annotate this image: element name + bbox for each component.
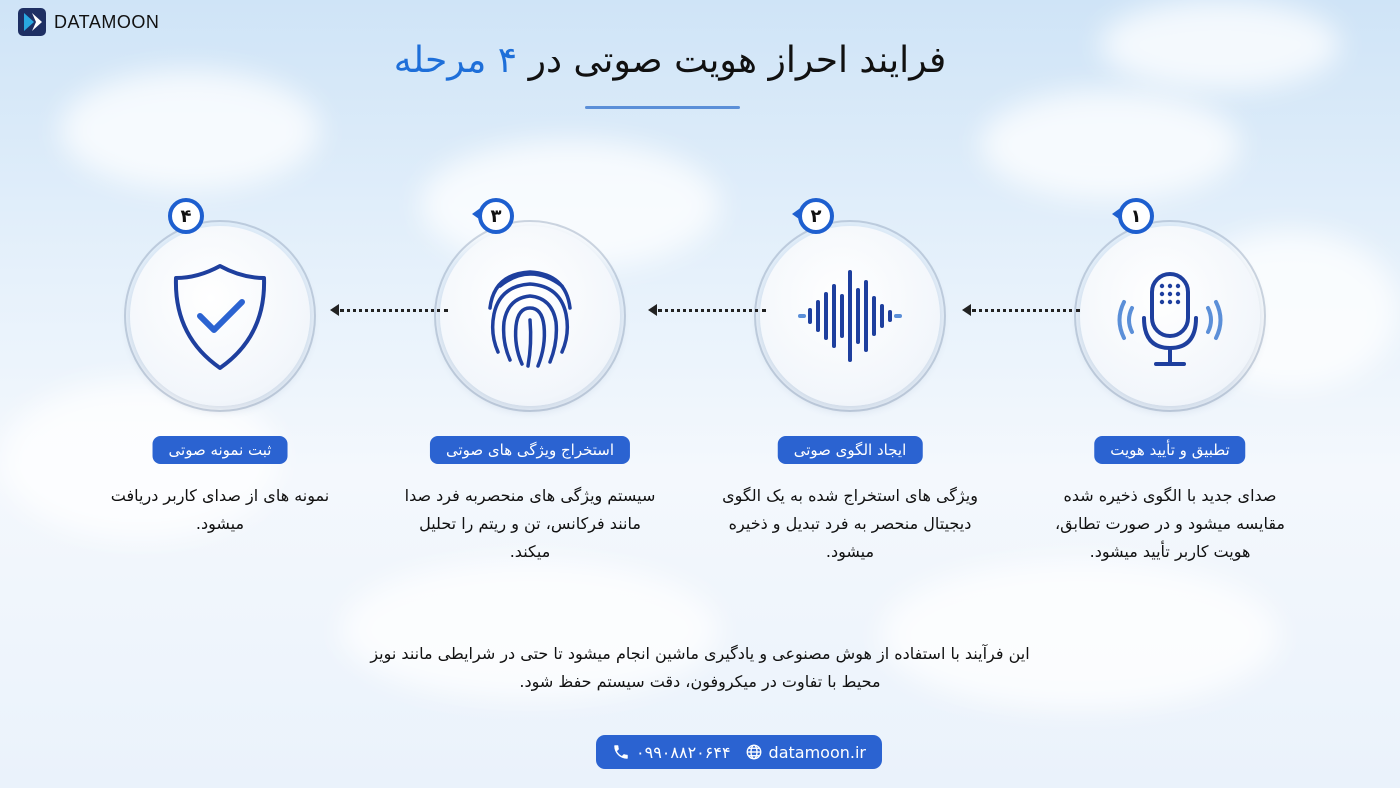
footer-note: این فرآیند با استفاده از هوش مصنوعی و یادگیری ماشین انجام میشود تا حتی در شرایطی مانند نویز محیط با تفاوت در میکروفون، دقت سیستم حفظ شود.: [370, 644, 1030, 691]
step-number-badge: [792, 198, 838, 238]
flow-arrow: [648, 308, 766, 312]
page-title: [300, 40, 1040, 81]
flow-arrow: [962, 308, 1080, 312]
step-1: [1040, 196, 1300, 596]
step-number: ۴: [168, 198, 204, 234]
step-number: ۲: [798, 198, 834, 234]
step-number-badge: [162, 198, 208, 238]
step-4: [90, 196, 350, 596]
globe-icon: [745, 743, 763, 761]
fingerprint-icon: [470, 256, 590, 376]
title-underline: [585, 106, 740, 109]
datamoon-logo-icon: [18, 8, 46, 36]
step-number: ۳: [478, 198, 514, 234]
brand-name: DATAMOON: [54, 11, 160, 32]
step-number-badge: [1112, 198, 1158, 238]
cloud-decoration: [60, 70, 320, 190]
phone-contact[interactable]: [612, 743, 731, 762]
website-link[interactable]: [745, 743, 866, 762]
step-label: استخراج ویژگی های صوتی: [430, 436, 630, 464]
sound-wave-icon: [790, 256, 910, 376]
step-2: [720, 196, 980, 596]
step-icon-ring: [760, 226, 940, 406]
phone-icon: [612, 743, 630, 761]
step-icon-ring: [440, 226, 620, 406]
microphone-icon: [1110, 256, 1230, 376]
step-description: نمونه های از صدای کاربر دریافت میشود.: [110, 486, 330, 533]
arrow-head-icon: [330, 304, 339, 316]
brand-logo: [18, 8, 159, 36]
contact-bar: [596, 735, 882, 769]
step-3: [400, 196, 660, 596]
step-number: ۱: [1118, 198, 1154, 234]
step-description: ویژگی های استخراج شده به یک الگوی دیجیتال منحصر به فرد تبدیل و ذخیره میشود.: [722, 486, 978, 561]
step-label: ثبت نمونه صوتی: [153, 436, 288, 464]
step-icon-ring: [130, 226, 310, 406]
step-label: ایجاد الگوی صوتی: [778, 436, 923, 464]
title-accent: ۴ مرحله: [393, 40, 518, 81]
phone-number: ۰۹۹۰۸۸۲۰۶۴۴: [636, 742, 731, 762]
step-description: صدای جدید با الگوی ذخیره شده مقایسه میشود و در صورت تطابق، هویت کاربر تأیید میشود.: [1055, 486, 1285, 561]
title-main: فرایند احراز هویت صوتی در: [517, 40, 947, 81]
step-label: تطبیق و تأیید هویت: [1094, 436, 1245, 464]
cloud-decoration: [1100, 0, 1340, 90]
flow-arrow: [330, 308, 448, 312]
shield-check-icon: [160, 256, 280, 376]
step-number-badge: [472, 198, 518, 238]
step-description: سیستم ویژگی های منحصربه فرد صدا مانند فرکانس، تن و ریتم را تحلیل میکند.: [404, 486, 656, 561]
step-icon-ring: [1080, 226, 1260, 406]
website-url: datamoon.ir: [768, 742, 866, 762]
arrow-head-icon: [648, 304, 657, 316]
cloud-decoration: [980, 90, 1240, 200]
arrow-head-icon: [962, 304, 971, 316]
